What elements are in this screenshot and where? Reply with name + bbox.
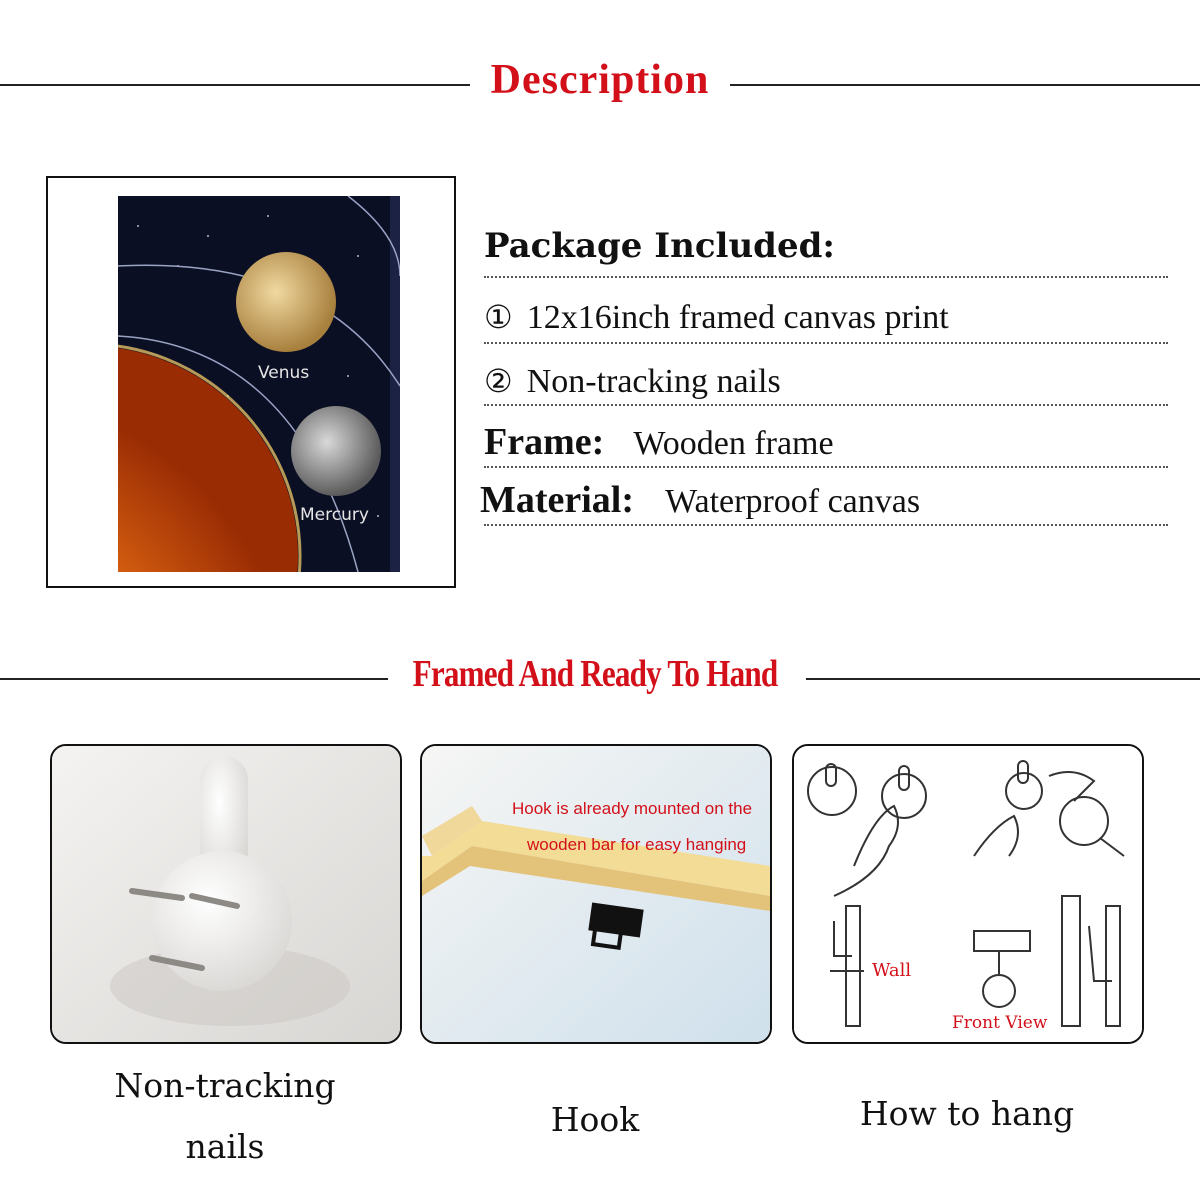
hook-note-line1: Hook is already mounted on the <box>512 799 753 818</box>
section2-rule-left <box>0 678 388 680</box>
section2-rule-right <box>806 678 1200 680</box>
non-tracking-nails-card <box>50 744 402 1044</box>
wall-label: Wall <box>872 960 912 981</box>
hook-photo <box>422 746 770 1042</box>
hook-card <box>420 744 772 1044</box>
material-label: Material: <box>480 479 635 521</box>
package-item-1: ① 12x16inch framed canvas print <box>484 298 949 336</box>
front-view-label: Front View <box>952 1013 1048 1033</box>
hanging-diagram <box>794 746 1142 1042</box>
material-value: Waterproof canvas <box>665 483 921 520</box>
how-to-hang-caption: How to hang <box>859 1094 1075 1133</box>
dotted-divider <box>484 404 1168 406</box>
dotted-divider <box>484 466 1168 468</box>
top-rule-left <box>0 84 470 86</box>
nails-caption: Non-tracking nails <box>114 1066 336 1166</box>
mercury-label: Mercury <box>300 505 369 525</box>
canvas-print-illustration <box>118 196 400 572</box>
frame-value: Wooden frame <box>633 425 834 462</box>
package-heading: Package Included: <box>484 226 835 266</box>
dotted-divider <box>484 342 1168 344</box>
how-to-hang-card <box>792 744 1144 1044</box>
section2-title: Framed And Ready To Hand <box>412 653 778 695</box>
frame-row <box>484 420 834 464</box>
frame-label: Frame: <box>484 421 605 463</box>
material-row <box>480 478 920 522</box>
venus-label: Venus <box>258 363 310 383</box>
package-item-2: ② Non-tracking nails <box>484 362 781 400</box>
dotted-divider <box>484 524 1168 526</box>
description-title: Description <box>490 57 710 103</box>
top-rule-right <box>730 84 1200 86</box>
nail-hook-photo <box>52 746 400 1042</box>
hook-note-line2: wooden bar for easy hanging <box>527 835 747 854</box>
hook-caption: Hook <box>550 1100 640 1139</box>
product-image <box>46 176 456 588</box>
dotted-divider <box>484 276 1168 278</box>
